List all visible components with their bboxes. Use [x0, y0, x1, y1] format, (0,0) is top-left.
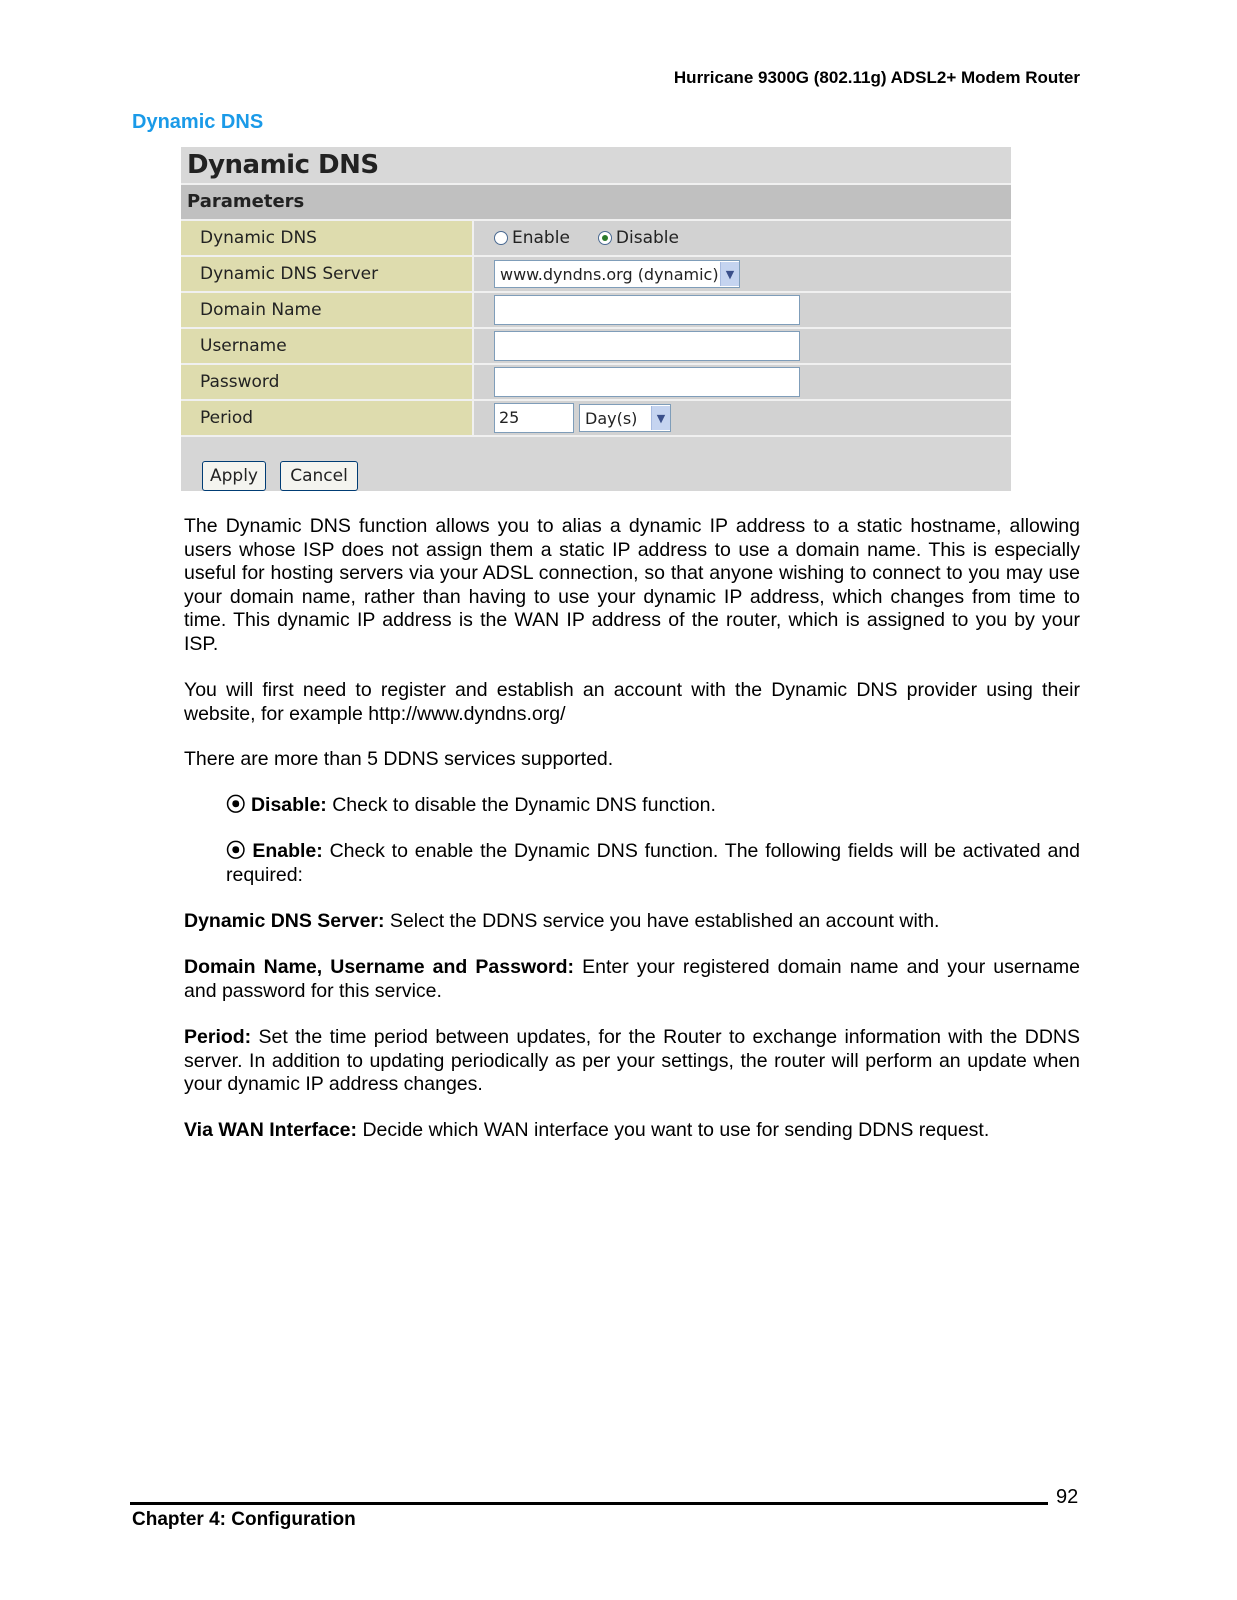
disable-radio[interactable]: [598, 228, 679, 248]
enable-desc: Check to enable the Dynamic DNS function. The following fields will be activated and required:: [226, 840, 1080, 886]
enable-radio-label: Enable: [512, 228, 570, 248]
server-desc: Select the DDNS service you have established an account with.: [384, 910, 940, 932]
enable-radio-circle[interactable]: [494, 231, 508, 245]
period-desc: Set the time period between updates, for the Router to exchange information with the DDNS server. In addition to updating periodically as per your settings, the router will perform an update when your dynamic IP address changes.: [184, 1026, 1080, 1095]
username-label: Username: [181, 329, 474, 363]
domain-term: Domain Name, Username and Password:: [184, 956, 575, 978]
row-username: [181, 329, 1011, 365]
disable-description: [226, 794, 1080, 818]
dynamic-dns-server-label: Dynamic DNS Server: [181, 257, 474, 291]
panel-title: Dynamic DNS: [181, 147, 1011, 185]
section-title: Dynamic DNS: [132, 111, 264, 133]
enable-radio[interactable]: [494, 228, 570, 248]
row-period: [181, 401, 1011, 437]
wan-term: Via WAN Interface:: [184, 1119, 358, 1141]
enable-term: Enable:: [252, 840, 323, 862]
dynamic-dns-server-value: www.dyndns.org (dynamic): [500, 264, 719, 284]
dynamic-dns-server-select[interactable]: [494, 260, 740, 288]
period-description: [184, 1026, 1080, 1097]
footer-divider: [130, 1502, 1048, 1505]
password-input[interactable]: [494, 367, 800, 397]
server-term: Dynamic DNS Server:: [184, 910, 385, 932]
server-description: [184, 910, 1080, 934]
domain-description: [184, 956, 1080, 1003]
domain-desc: Enter your registered domain name and your username and password for this service.: [184, 956, 1080, 1002]
domain-name-label: Domain Name: [181, 293, 474, 327]
period-term: Period:: [184, 1026, 252, 1048]
disable-term: Disable:: [250, 794, 327, 816]
wan-desc: Decide which WAN interface you want to use for sending DDNS request.: [357, 1119, 990, 1141]
wan-description: [184, 1119, 1080, 1143]
row-domain-name: [181, 293, 1011, 329]
dynamic-dns-label: Dynamic DNS: [181, 221, 474, 255]
username-input[interactable]: [494, 331, 800, 361]
chevron-down-icon[interactable]: ▼: [651, 406, 670, 430]
footer-chapter: Chapter 4: Configuration: [132, 1509, 356, 1530]
disable-radio-circle[interactable]: [598, 231, 612, 245]
parameters-header: Parameters: [181, 185, 1011, 221]
radio-bullet-icon: ⦿: [226, 794, 246, 816]
page-number: 92: [1056, 1486, 1079, 1508]
row-dynamic-dns-server: [181, 257, 1011, 293]
enable-description: [226, 840, 1080, 887]
password-label: Password: [181, 365, 474, 399]
period-unit-value: Day(s): [585, 408, 638, 428]
row-password: [181, 365, 1011, 401]
paragraph-intro: The Dynamic DNS function allows you to alias a dynamic IP address to a static hostname, allowing users whose ISP does not assign them a static IP address to use a domain name. This is especially useful for hosting servers via your ADSL connection, so that anyone wishing to connect to you may use your domain name, rather than having to use your dynamic IP address, which changes from time to time. This dynamic IP address is the WAN IP address of the router, which is assigned to you by your ISP.: [184, 515, 1080, 655]
period-input[interactable]: 25: [494, 403, 574, 433]
domain-name-input[interactable]: [494, 295, 800, 325]
chevron-down-icon[interactable]: ▼: [720, 262, 739, 286]
paragraph-services: There are more than 5 DDNS services supported.: [184, 748, 614, 770]
radio-bullet-icon: ⦿: [226, 840, 246, 862]
apply-button[interactable]: Apply: [202, 461, 266, 491]
paragraph-register: You will first need to register and establish an account with the Dynamic DNS provider using their website, for example http://www.dyndns.org/: [184, 679, 1080, 725]
period-unit-select[interactable]: [579, 404, 671, 432]
disable-radio-label: Disable: [615, 228, 679, 248]
row-dynamic-dns: [181, 221, 1011, 257]
disable-desc: Check to disable the Dynamic DNS function.: [326, 794, 716, 816]
period-label: Period: [181, 401, 474, 435]
dynamic-dns-panel: [181, 147, 1011, 491]
document-header-title: Hurricane 9300G (802.11g) ADSL2+ Modem Router: [673, 68, 1080, 87]
cancel-button[interactable]: Cancel: [280, 461, 358, 491]
